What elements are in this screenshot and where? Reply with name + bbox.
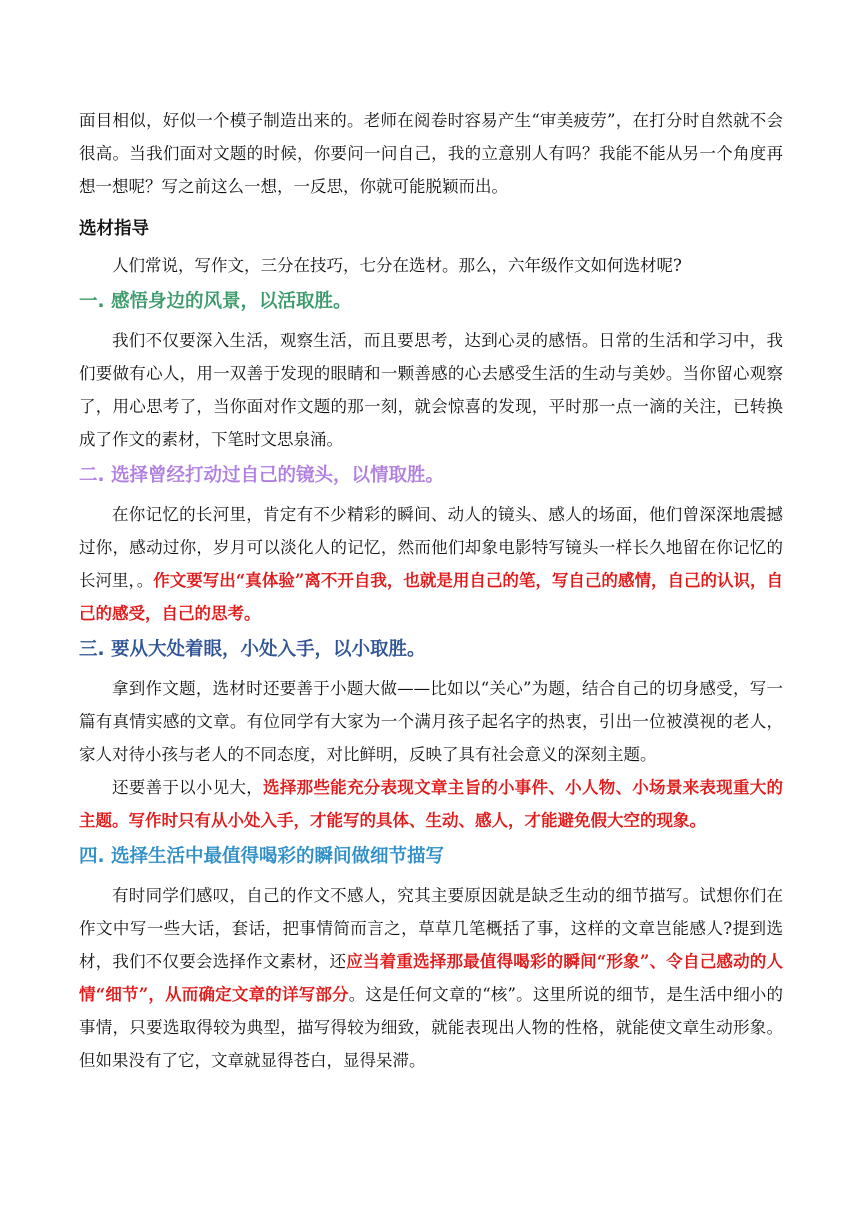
section-1-paragraph: 我们不仅要深入生活，观察生活，而且要思考，达到心灵的感悟。日常的生活和学习中，我们要做有心人，用一双善于发现的眼睛和一颗善感的心去感受生活的生动与美妙。当你留心观察了，用心思考了，当你面对作文题的那一刻，就会惊喜的发现，平时那一点一滴的关注，已转换成了作文的素材，下笔时文思泉涌。 <box>79 331 783 449</box>
section-4-plain-text-a: 有时同学们感叹，自己的作文不感人，究其主要原因就是缺乏生动的细节描写。试想你们在作文中写一些大话，套话，把事情简而言之，草草几笔概括了事，这样的文章岂能感人?提到选材，我们不仅要会选择作文素材，还 <box>79 886 783 971</box>
section-3-plain-text: 还要善于以小见大， <box>112 778 264 797</box>
section-4-paragraph <box>79 879 783 1077</box>
section-4-emphasis-text: 应当着重选择那最值得喝彩的瞬间“形象”、令自己感动的人情“细节”，从而确定文章的详写部分 <box>79 952 784 1004</box>
section-4-heading: 四. 选择生活中最值得喝彩的瞬间做细节描写 <box>79 846 444 867</box>
section-2-heading: 二. 选择曾经打动过自己的镜头，以情取胜。 <box>79 465 444 486</box>
guide-heading: 选材指导 <box>79 219 149 239</box>
section-3-paragraph-1: 拿到作文题，选材时还要善于小题大做——比如以“关心”为题，结合自己的切身感受，写一篇有真情实感的文章。有位同学有大家为一个满月孩子起名字的热衷，引出一位被漠视的老人，家人对待小孩与老人的不同态度，对比鲜明，反映了具有社会意义的深刻主题。 <box>79 679 783 764</box>
guide-intro-paragraph: 人们常说，写作文，三分在技巧，七分在选材。那么，六年级作文如何选材呢? <box>112 256 682 275</box>
section-2-emphasis-text: 作文要写出“真体验”离不开自我，也就是用自己的笔，写自己的感情，自己的认识，自己的感受，自己的思考。 <box>79 571 783 623</box>
intro-paragraph: 面目相似，好似一个模子制造出来的。老师在阅卷时容易产生“审美疲劳”，在打分时自然就不会很高。当我们面对文题的时候，你要问一问自己，我的立意别人有吗？我能不能从另一个角度再想一想呢？写之前这么一想，一反思，你就可能脱颖而出。 <box>79 111 783 196</box>
section-4-plain-text-b: 。这是任何文章的“核”。这里所说的细节，是生活中细小的事情，只要选取得较为典型，描写得较为细致，就能表现出人物的性格，就能使文章生动形象。但如果没有了它，文章就显得苍白，显得呆滞。 <box>79 985 783 1070</box>
section-2-plain-text: 在你记忆的长河里，肯定有不少精彩的瞬间、动人的镜头、感人的场面，他们曾深深地震撼过你，感动过你，岁月可以淡化人的记忆，然而他们却象电影特写镜头一样长久地留在你记忆的长河里，。 <box>79 505 783 590</box>
document-body <box>79 104 783 1077</box>
section-3-heading: 三. 要从大处着眼，小处入手，以小取胜。 <box>79 639 426 660</box>
section-3-emphasis-text: 选择那些能充分表现文章主旨的小事件、小人物、小场景来表现重大的主题。写作时只有从小处入手，才能写的具体、生动、感人，才能避免假大空的现象。 <box>79 778 784 830</box>
section-1-heading: 一. 感悟身边的风景，以活取胜。 <box>79 291 352 312</box>
section-3-paragraph-2 <box>79 771 783 837</box>
section-2-paragraph <box>79 498 783 630</box>
